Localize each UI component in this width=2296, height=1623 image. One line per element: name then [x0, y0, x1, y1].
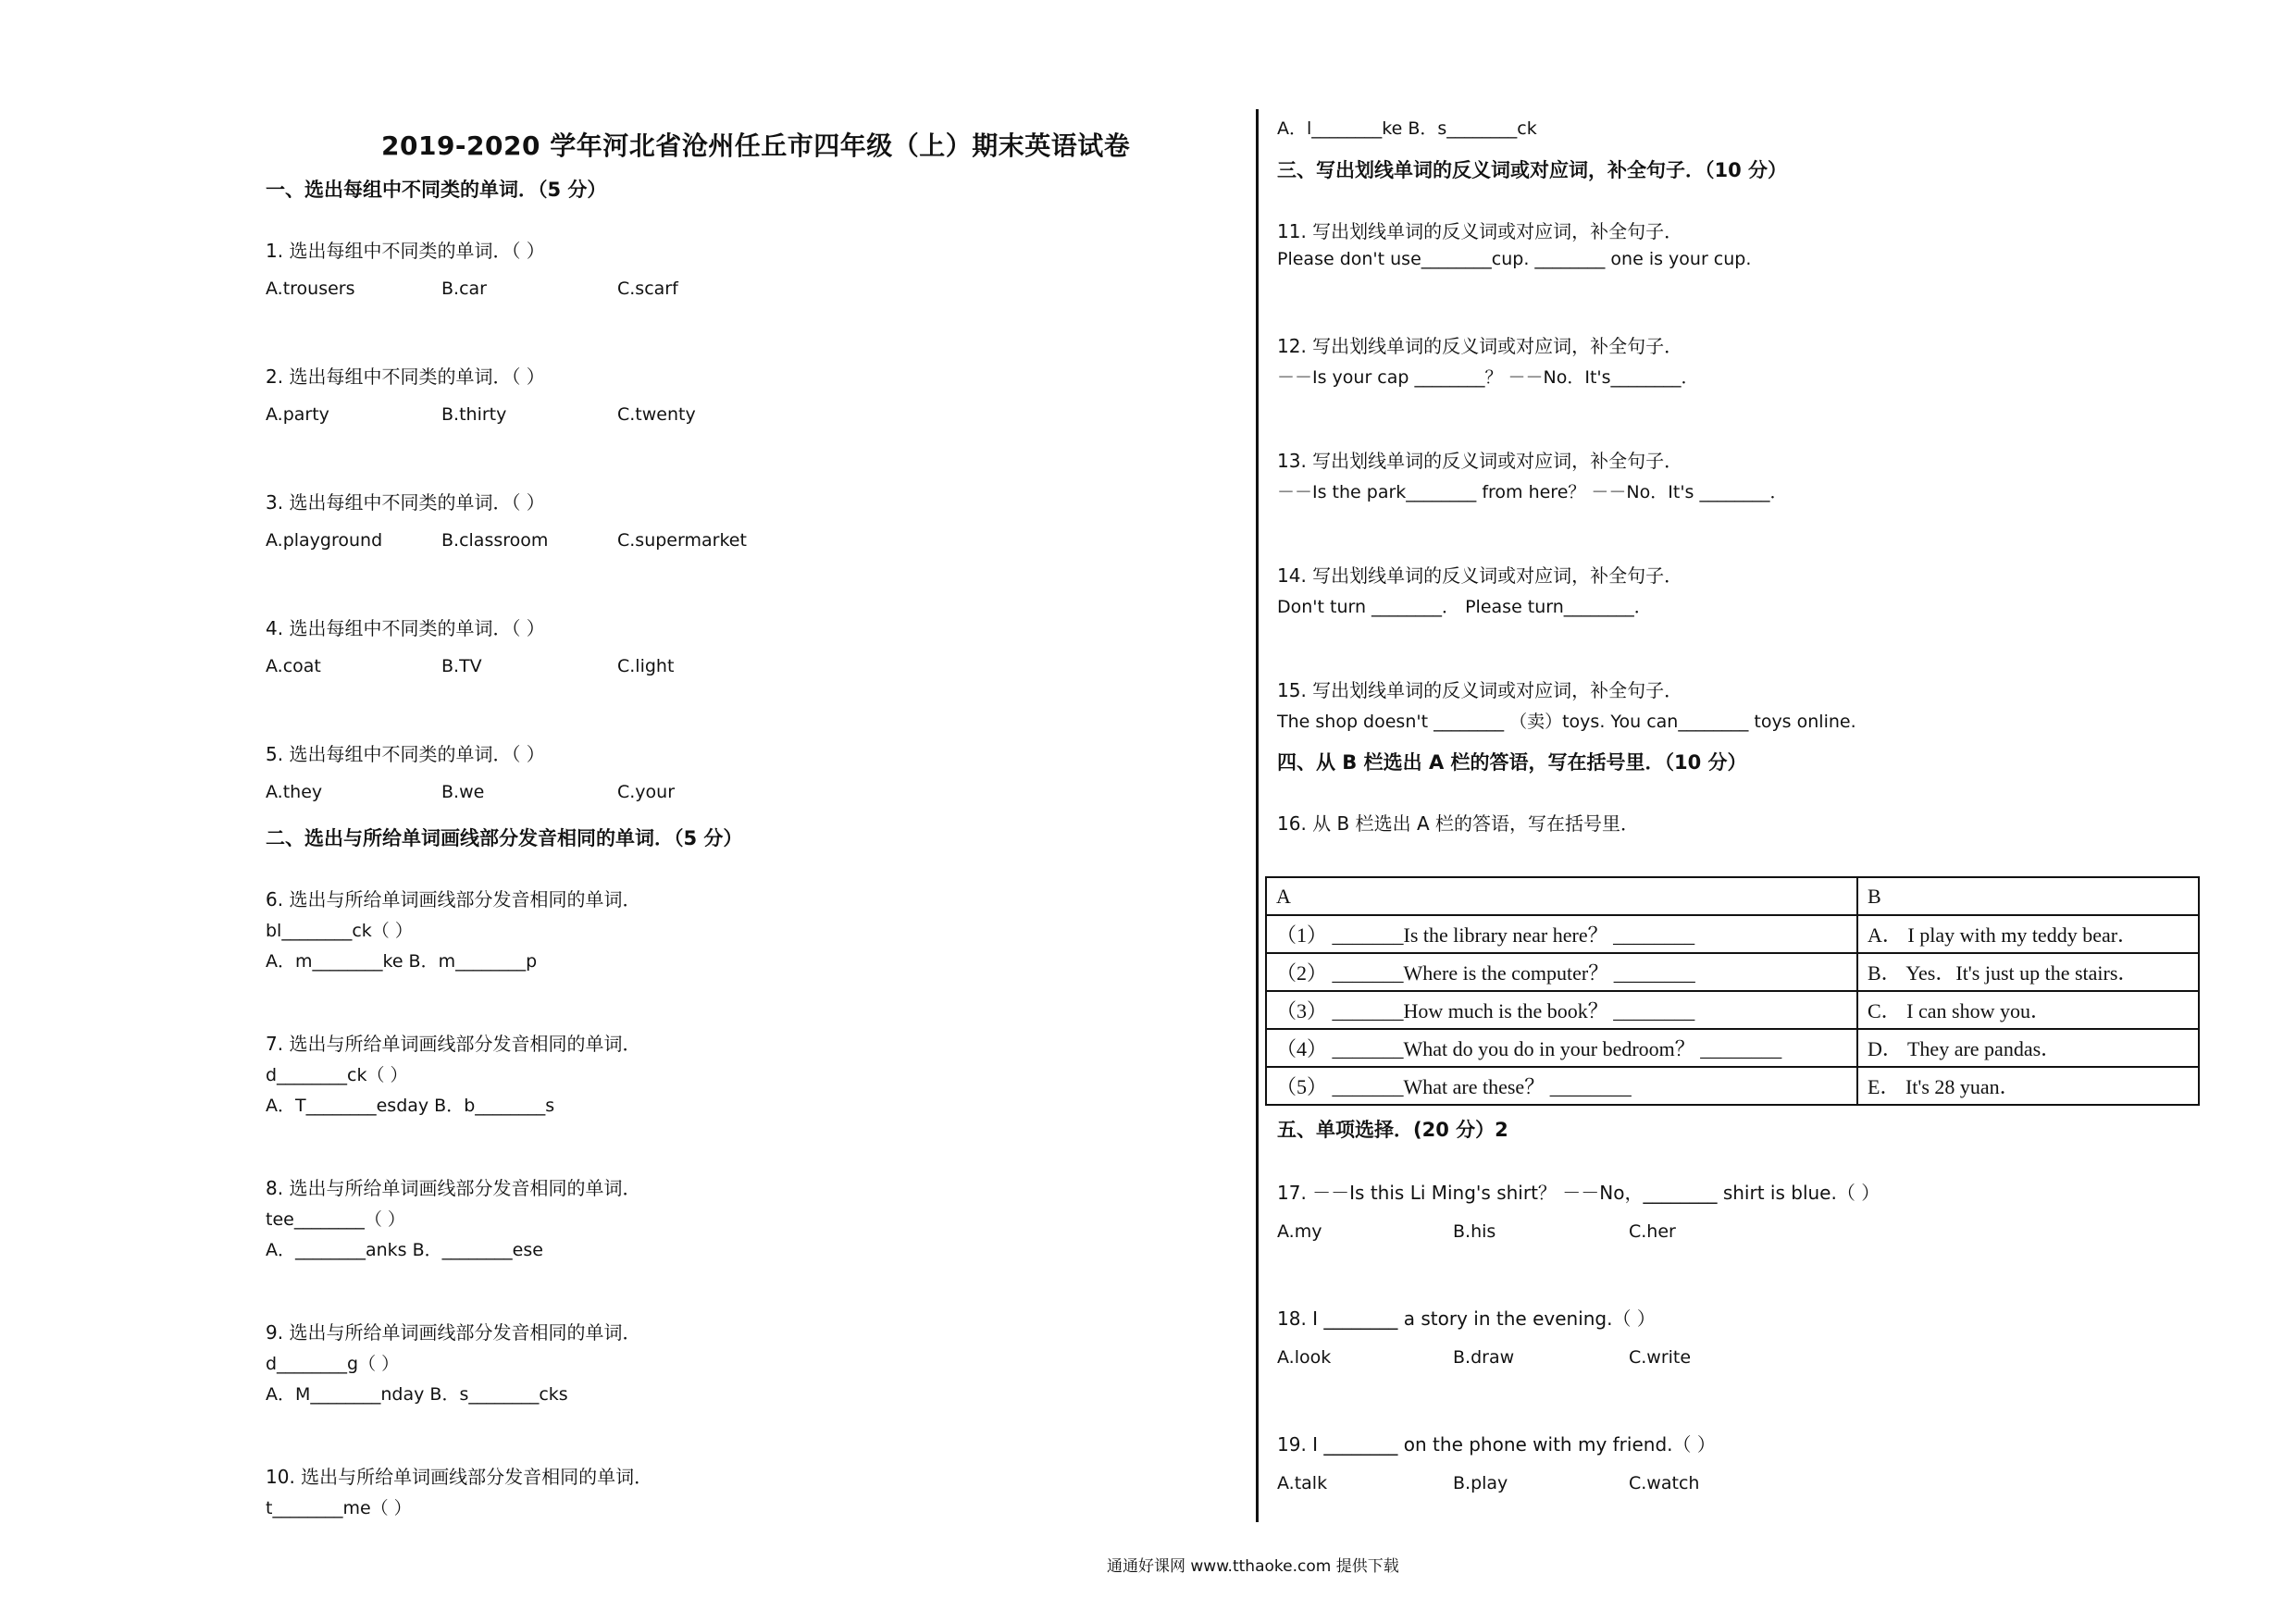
question-1-option-b: B.car	[441, 279, 487, 299]
question-3-stem: 3. 选出每组中不同类的单词．（ ）	[266, 491, 545, 514]
question-1-option-c: C.scarf	[617, 279, 678, 299]
question-6-options: A．m________ke B．m________p	[266, 951, 538, 972]
section-5-heading: 五、单项选择．(20 分）2	[1277, 1119, 1508, 1141]
question-2-option-a: A.party	[266, 404, 329, 425]
question-12-stem: 12. 写出划线单词的反义词或对应词，补全句子．	[1277, 335, 1683, 357]
question-4-option-b: B.TV	[441, 656, 482, 676]
table-cell-b: E． It's 28 yuan．	[1857, 1067, 2199, 1105]
question-18-option-b: B.draw	[1453, 1347, 1515, 1368]
question-15-stem: 15. 写出划线单词的反义词或对应词，补全句子．	[1277, 679, 1683, 701]
question-8-word: tee________（ ）	[266, 1209, 405, 1230]
table-row	[1266, 915, 2199, 953]
question-1-option-a: A.trousers	[266, 279, 355, 299]
question-6-word: bl________ck（ ）	[266, 921, 413, 941]
question-1-stem: 1. 选出每组中不同类的单词．（ ）	[266, 240, 545, 262]
section-3-heading: 三、写出划线单词的反义词或对应词，补全句子．（10 分）	[1277, 159, 1788, 181]
table-cell-a: （2） _______Where is the computer？ ________	[1266, 953, 1857, 991]
question-4-option-a: A.coat	[266, 656, 321, 676]
table-row	[1266, 953, 2199, 991]
column-divider	[1256, 109, 1259, 1522]
page-footer: 通通好课网 www.tthaoke.com 提供下载	[1107, 1557, 1399, 1576]
table-row	[1266, 1029, 2199, 1067]
question-16-stem: 16. 从 B 栏选出 A 栏的答语，写在括号里．	[1277, 812, 1639, 835]
question-2-option-b: B.thirty	[441, 404, 507, 425]
table-cell-a: （1） _______Is the library near here？ ________	[1266, 915, 1857, 953]
question-5-option-b: B.we	[441, 782, 485, 802]
table-cell-b: B． Yes．It's just up the stairs．	[1857, 953, 2199, 991]
question-8-stem: 8. 选出与所给单词画线部分发音相同的单词．	[266, 1177, 641, 1199]
table-cell-a: （5） _______What are these？ ________	[1266, 1067, 1857, 1105]
table-header-a: A	[1266, 877, 1857, 915]
question-7-word: d________ck（ ）	[266, 1065, 408, 1085]
table-cell-b: C． I can show you．	[1857, 991, 2199, 1029]
question-5-option-a: A.they	[266, 782, 323, 802]
table-row	[1266, 991, 2199, 1029]
question-7-stem: 7. 选出与所给单词画线部分发音相同的单词．	[266, 1033, 641, 1055]
question-15-line: The shop doesn't ________ （卖）toys. You can________ toys online.	[1277, 712, 1856, 732]
table-header-row	[1266, 877, 2199, 915]
question-9-stem: 9. 选出与所给单词画线部分发音相同的单词．	[266, 1321, 641, 1344]
question-9-word: d________g（ ）	[266, 1354, 400, 1374]
table-row	[1266, 1067, 2199, 1105]
section-4-heading: 四、从 B 栏选出 A 栏的答语，写在括号里．（10 分）	[1277, 751, 1747, 774]
question-19-stem: 19. I ________ on the phone with my friend.（ ）	[1277, 1433, 1716, 1456]
table-header-b: B	[1857, 877, 2199, 915]
question-6-stem: 6. 选出与所给单词画线部分发音相同的单词．	[266, 888, 641, 911]
section-2-heading: 二、选出与所给单词画线部分发音相同的单词．（5 分）	[266, 827, 743, 849]
table-cell-b: D． They are pandas．	[1857, 1029, 2199, 1067]
question-3-option-b: B.classroom	[441, 530, 549, 551]
question-17-option-a: A.my	[1277, 1221, 1322, 1242]
question-11-line: Please don't use________cup. ________ one is your cup.	[1277, 249, 1752, 269]
question-5-option-c: C.your	[617, 782, 676, 802]
table-cell-a: （3） _______How much is the book？ ________	[1266, 991, 1857, 1029]
question-2-stem: 2. 选出每组中不同类的单词．（ ）	[266, 365, 545, 388]
question-18-stem: 18. I ________ a story in the evening.（ ）	[1277, 1307, 1656, 1330]
question-13-stem: 13. 写出划线单词的反义词或对应词，补全句子．	[1277, 450, 1683, 472]
question-9-options: A．M________nday B．s________cks	[266, 1384, 568, 1405]
question-18-option-a: A.look	[1277, 1347, 1332, 1368]
question-19-option-a: A.talk	[1277, 1473, 1328, 1493]
question-5-stem: 5. 选出每组中不同类的单词．（ ）	[266, 743, 545, 765]
question-8-options: A．________anks B．________ese	[266, 1240, 543, 1260]
question-7-options: A．T________esday B．b________s	[266, 1096, 555, 1116]
question-10-options: A．l________ke B．s________ck	[1277, 118, 1537, 139]
question-14-line: Don't turn ________． Please turn________．	[1277, 597, 1652, 617]
question-4-stem: 4. 选出每组中不同类的单词．（ ）	[266, 617, 545, 639]
question-11-stem: 11. 写出划线单词的反义词或对应词，补全句子．	[1277, 220, 1683, 242]
question-13-line: －－Is the park________ from here？ －－No．It's ________．	[1277, 482, 1788, 502]
section-1-heading: 一、选出每组中不同类的单词．（5 分）	[266, 179, 607, 201]
question-18-option-c: C.write	[1629, 1347, 1692, 1368]
question-17-option-c: C.her	[1629, 1221, 1676, 1242]
question-12-line: －－Is your cap ________？ －－No．It's________．	[1277, 367, 1699, 388]
question-3-option-c: C.supermarket	[617, 530, 747, 551]
question-17-stem: 17. －－Is this Li Ming's shirt？ －－No，________ shirt is blue.（ ）	[1277, 1182, 1880, 1204]
question-10-stem: 10. 选出与所给单词画线部分发音相同的单词．	[266, 1466, 653, 1488]
question-19-option-c: C.watch	[1629, 1473, 1700, 1493]
question-4-option-c: C.light	[617, 656, 675, 676]
question-17-option-b: B.his	[1453, 1221, 1496, 1242]
matching-table	[1265, 876, 2200, 1106]
table-cell-a: （4） _______What do you do in your bedroom？ ________	[1266, 1029, 1857, 1067]
question-3-option-a: A.playground	[266, 530, 383, 551]
question-2-option-c: C.twenty	[617, 404, 696, 425]
table-cell-b: A． I play with my teddy bear．	[1857, 915, 2199, 953]
page-title: 2019-2020 学年河北省沧州任丘市四年级（上）期末英语试卷	[381, 130, 1131, 161]
question-10-word: t________me（ ）	[266, 1498, 412, 1518]
question-19-option-b: B.play	[1453, 1473, 1508, 1493]
question-14-stem: 14. 写出划线单词的反义词或对应词，补全句子．	[1277, 564, 1683, 587]
